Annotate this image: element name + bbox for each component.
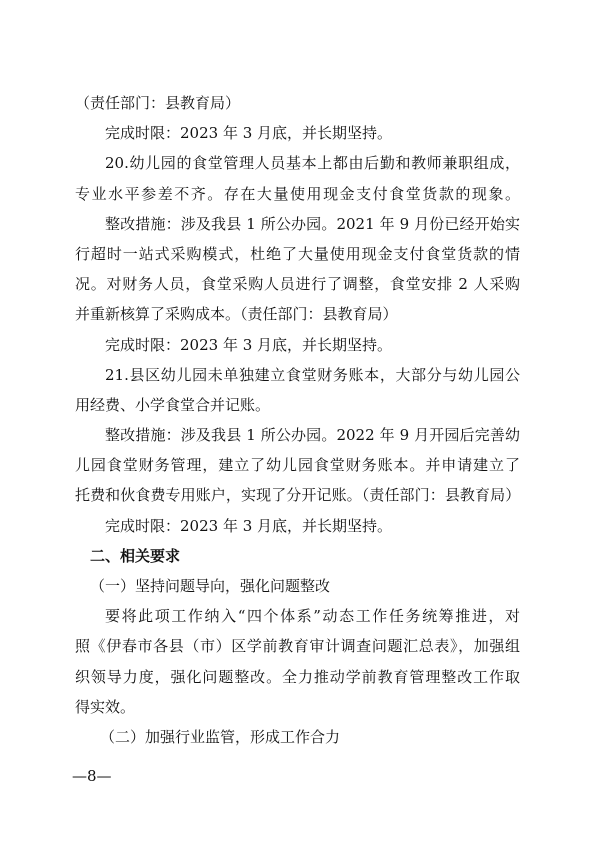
responsible-department-note — [75, 88, 520, 118]
text-line: 完成时限：2023 年 3 月底，并长期坚持。 — [105, 516, 393, 535]
text-line: 况。对财务人员，食堂采购人员进行了调整，食堂安排 2 人采购 — [75, 275, 520, 294]
text-line: 托费和伙食费专用账户，实现了分开记账。（责任部门：县教育局） — [75, 486, 520, 505]
text-line: 20.幼儿园的食堂管理人员基本上都由后勤和教师兼职组成， — [105, 154, 520, 173]
deadline-20-paragraph — [75, 330, 520, 360]
text-line: 完成时限：2023 年 3 月底，并长期坚持。 — [105, 124, 393, 143]
text-line: 整改措施：涉及我县 1 所公办园。2021 年 9 月份已经开始实 — [105, 214, 520, 233]
page-number: —8— — [72, 767, 112, 785]
text-line: 要将此项工作纳入“四个体系”动态工作任务统筹推进，对 — [105, 607, 520, 626]
text-line: （责任部门：县教育局） — [75, 94, 241, 112]
text-line: 并重新核算了采购成本。（责任部门：县教育局） — [75, 305, 398, 324]
issue-21-paragraph — [75, 360, 520, 420]
document-body — [75, 88, 520, 752]
rectification-measures-21-paragraph — [75, 420, 520, 511]
text-line: 得实效。 — [75, 697, 136, 716]
text-line: 整改措施：涉及我县 1 所公办园。2022 年 9 月开园后完善幼 — [105, 426, 520, 445]
text-line: 行超时一站式采购模式，杜绝了大量使用现金支付食堂货款的情 — [75, 244, 520, 263]
subsection-heading: （一）坚持问题导向，强化问题整改 — [90, 577, 331, 595]
text-line: 用经费、小学食堂合并记账。 — [75, 395, 271, 414]
deadline-paragraph — [75, 118, 520, 148]
subsection-paragraph — [75, 601, 520, 722]
deadline-21-paragraph — [75, 511, 520, 541]
text-line: 织领导力度，强化问题整改。全力推动学前教育管理整改工作取 — [75, 667, 520, 686]
text-line: 完成时限：2023 年 3 月底，并长期坚持。 — [105, 335, 393, 354]
section-heading: 二、相关要求 — [90, 546, 181, 565]
text-line: 专业水平参差不齐。存在大量使用现金支付食堂货款的现象。 — [75, 184, 520, 203]
text-line: 儿园食堂财务管理，建立了幼儿园食堂财务账本。并申请建立了 — [75, 456, 520, 475]
subsection-heading: （二）加强行业监管，形成工作合力 — [100, 727, 341, 746]
issue-20-paragraph — [75, 148, 520, 208]
rectification-measures-20-paragraph — [75, 209, 520, 330]
text-line: 照《伊春市各县（市）区学前教育审计调查问题汇总表》，加强组 — [75, 637, 520, 656]
text-line: 21.县区幼儿园未单独建立食堂财务账本，大部分与幼儿园公 — [105, 365, 520, 384]
